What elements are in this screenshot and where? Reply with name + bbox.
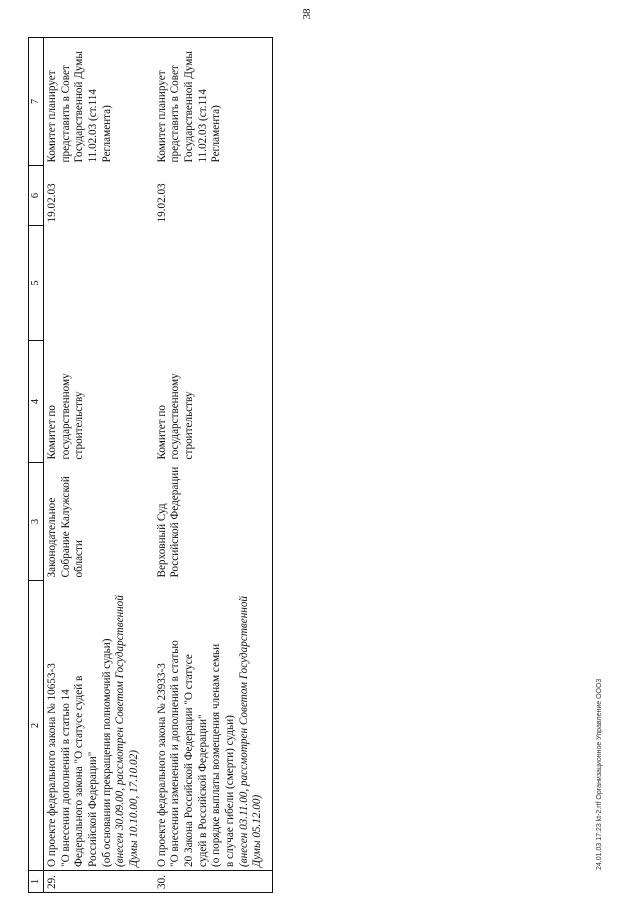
bottom-cell bbox=[267, 226, 273, 341]
project-line: Федерального закона "О статусе судей в bbox=[73, 675, 86, 867]
project-line: судей в Российской Федерации" bbox=[196, 714, 209, 867]
bottom-cell bbox=[267, 581, 273, 871]
project-title: О проекте федерального закона № 10653-3 bbox=[46, 663, 58, 867]
initiator-cell: Законодательное Собрание Калужской области bbox=[46, 476, 86, 578]
row-number: 30. bbox=[144, 871, 267, 893]
project-line: "О внесении дополнений в статью 14 bbox=[59, 689, 72, 867]
header-row bbox=[29, 38, 44, 893]
project-line: "О внесении изменений и дополнений в статью bbox=[169, 640, 182, 867]
empty-cell bbox=[44, 226, 144, 341]
table-bottom-row bbox=[267, 38, 273, 893]
bottom-cell bbox=[267, 166, 273, 226]
rotated-table-area bbox=[28, 38, 264, 893]
project-cell bbox=[44, 581, 144, 871]
column-header: 1 bbox=[29, 871, 44, 893]
table-row bbox=[44, 38, 144, 893]
remark-cell: Комитет планирует представить в Совет Государственной Думы 11.02.03 (ст.114 Регламента) bbox=[44, 38, 144, 166]
table-row bbox=[144, 38, 267, 893]
table-wrapper bbox=[28, 38, 264, 893]
row-number: 29. bbox=[44, 871, 144, 893]
column-header: 6 bbox=[29, 166, 44, 226]
bottom-cell bbox=[267, 38, 273, 166]
project-line: (об основании прекращения полномочий судьи) bbox=[100, 638, 113, 867]
column-header: 5 bbox=[29, 226, 44, 341]
initiator-cell: Верховный Суд Российской Федерации bbox=[155, 466, 182, 578]
column-header: 7 bbox=[29, 38, 44, 166]
column-header: 2 bbox=[29, 581, 44, 871]
committee-cell: Комитет по государственному строительству bbox=[46, 373, 86, 460]
project-title: О проекте федерального закона № 23933-3 bbox=[155, 663, 168, 867]
project-note: (внесен 30.09.00, рассмотрен Советом Государственной Думы 10.10.00, 17.10.02) bbox=[114, 595, 140, 867]
date-cell: 19.02.03 bbox=[155, 183, 168, 223]
footer-imprint: 24.01.03 17:23 kt-2.rtf Организационное Управление ООО3 bbox=[596, 678, 603, 870]
bottom-cell bbox=[267, 463, 273, 581]
column-header: 4 bbox=[29, 341, 44, 463]
bills-table bbox=[28, 37, 273, 893]
committee-cell: Комитет по государственному строительству bbox=[155, 373, 195, 460]
empty-cell bbox=[144, 226, 267, 341]
project-cell bbox=[144, 581, 267, 871]
bottom-cell bbox=[267, 341, 273, 463]
remark-cell: Комитет планирует представить в Совет Государственной Думы 11.02.03 (ст.114 Регламента) bbox=[144, 38, 267, 166]
project-line: 20 Закона Российской Федерации "О статусе bbox=[182, 654, 195, 867]
column-header: 3 bbox=[29, 463, 44, 581]
project-line: в случае гибели (смерти) судьи) bbox=[223, 715, 236, 867]
project-line: Российской Федерации" bbox=[86, 751, 99, 867]
project-note: (внесен 03.11.00, рассмотрен Советом Государственной Думы 05.12.00) bbox=[237, 595, 264, 867]
project-line: (о порядке выплаты возмещения членам семьи bbox=[210, 643, 223, 867]
page-number: 38 bbox=[301, 8, 313, 20]
date-cell: 19.02.03 bbox=[46, 183, 58, 223]
bottom-cell bbox=[267, 871, 273, 893]
